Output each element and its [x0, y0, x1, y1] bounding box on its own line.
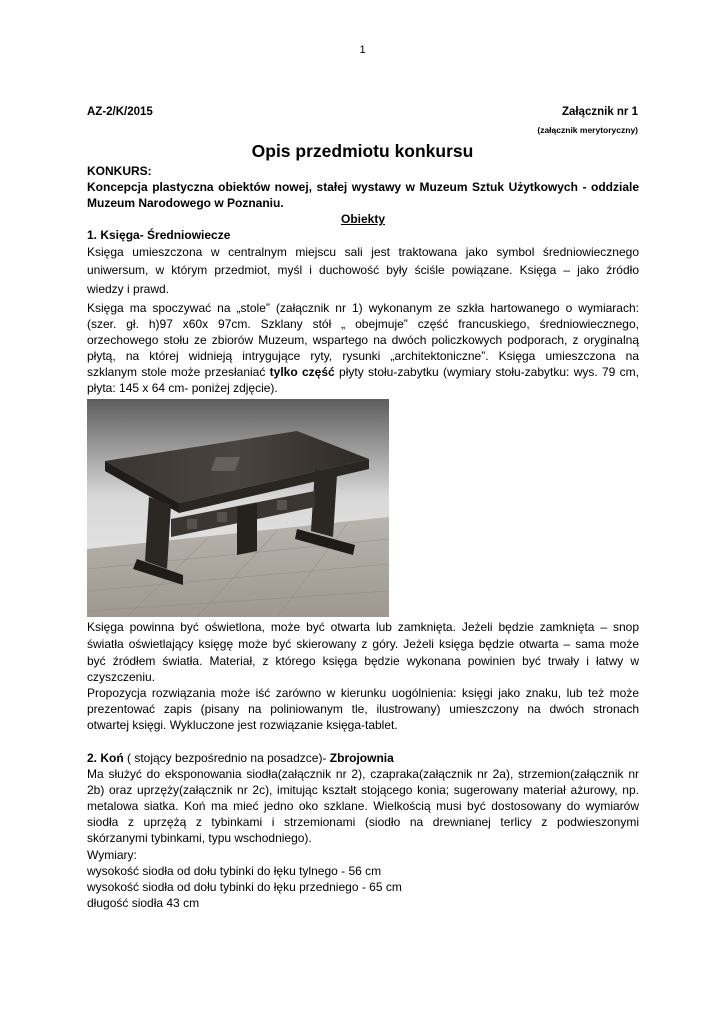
section-1-p3-line: czyszczeniu.: [87, 670, 156, 684]
dimension-line: wysokość siodła od dołu tybinki do łęku przedniego - 65 cm: [87, 880, 402, 894]
section-2-p1-line: skórzanymi tybinkami, typu wschodniego).: [87, 831, 312, 845]
contest-label: KONKURS:: [87, 164, 152, 178]
section-1-p4-line: Propozycja rozwiązania może iść zarówno w kierunku uogólnienia: księgi jako znaku, lub też może: [87, 686, 639, 700]
p2-line5-bold: tylko część: [269, 365, 335, 379]
objects-heading: Obiekty: [340, 212, 385, 226]
section-2-p1-line: siodła z uprzężą z tybinkami i strzemionami (siodło na drewnianej terlicy z podwieszonymi: [87, 815, 639, 829]
section-1-heading: 1. Księga- Średniowiecze: [87, 228, 231, 242]
contest-line-2: Muzeum Narodowego w Poznaniu.: [87, 196, 284, 210]
section-1-p2-line: [87, 365, 639, 381]
p2-line5-after: płyty stołu-zabytku (wymiary stołu-zabytku: wys. 79 cm,: [334, 365, 640, 379]
section-1-p4-line: otwartej księgi. Wykluczone jest rozwiązanie księga-tablet.: [87, 718, 398, 732]
table-photo-image: [87, 399, 389, 617]
section-2-heading-part: ( stojący bezpośrednio na posadzce)-: [123, 751, 330, 765]
page-title: Opis przedmiotu konkursu: [251, 141, 474, 161]
page-number: 1: [359, 44, 366, 56]
dimension-line: wysokość siodła od dołu tybinki do łęku tylnego - 56 cm: [87, 864, 382, 878]
section-1-p1-line: wiedzy i prawd.: [87, 282, 170, 296]
table-photo: [87, 399, 389, 617]
section-1-p3-line: Księga powinna być oświetlona, może być otwarta lub zamknięta. Jeżeli będzie zamknięta – snop: [87, 620, 639, 634]
section-2-heading-part: 2. Koń: [87, 751, 124, 765]
attachment-label: Załącznik nr 1: [561, 106, 638, 118]
section-1-p2-line: płytą, na której widnieją intrygujące ryty, rysunki „architektoniczne”. Księga umieszczona na: [87, 349, 639, 363]
section-2-p1-line: 2b) oraz uprzęży(załącznik nr 2c), imitując kształt stojącego konia; sugerowany materiał ażurowy, np.: [87, 783, 639, 797]
p2-line5-before: szklanym stole może przesłaniać: [87, 365, 270, 379]
dimension-line: długość siodła 43 cm: [87, 896, 200, 910]
section-1-p3-line: być źródłem światła. Materiał, z którego księga będzie wykonana powinien być trwały i łatwy w: [87, 654, 639, 668]
section-2-heading-part: Zbrojownia: [329, 751, 394, 765]
section-1-p2-line: orzechowego stołu ze zbiorów Muzeum, wspartego na dwóch policzkowych podporach, z oryginalną: [87, 333, 639, 347]
section-1-p2-line: Księga ma spoczywać na „stole” (załącznik nr 1) wykonanym ze szkła hartowanego o wymiarach:: [87, 301, 639, 315]
section-1-p2-line: płyta: 145 x 64 cm- poniżej zdjęcie).: [87, 381, 278, 395]
section-1-p2-line: (szer. gł. h)97 x60x 97cm. Szklany stół „ obejmuje” część francuskiego, średniowiecznego,: [87, 317, 639, 331]
dimensions-label: Wymiary:: [87, 848, 137, 862]
section-2-p1-line: Ma służyć do eksponowania siodła(załącznik nr 2), czapraka(załącznik nr 2a), strzemion(załącznik nr: [87, 767, 639, 781]
attachment-sublabel: (załącznik merytoryczny): [537, 125, 638, 135]
section-1-p4-line: prezentować zapis (pisany na poliniowanym tle, ilustrowany) umieszczony na dwóch stronach: [87, 702, 639, 716]
section-1-p1-line: uniwersum, w którym przedmiot, myśl i duchowość były ściśle powiązane. Księga – jako źródło: [87, 263, 639, 277]
section-1-p1-line: Księga umieszczona w centralnym miejscu sali jest traktowana jako symbol średniowiecznego: [87, 245, 639, 259]
section-2-p1-line: metalowa siatka. Koń ma mieć jedno oko szklane. Wielkością musi być dostosowany do wymiarów: [87, 799, 639, 813]
section-1-p3-line: światła oświetlający księgę może być skierowany z góry. Jeżeli księga będzie otwarta – sama może: [87, 637, 639, 651]
section-2-heading: [87, 751, 639, 767]
document-reference: AZ-2/K/2015: [87, 106, 153, 118]
contest-line-1: Koncepcja plastyczna obiektów nowej, stałej wystawy w Muzeum Sztuk Użytkowych - oddziale: [87, 180, 639, 194]
